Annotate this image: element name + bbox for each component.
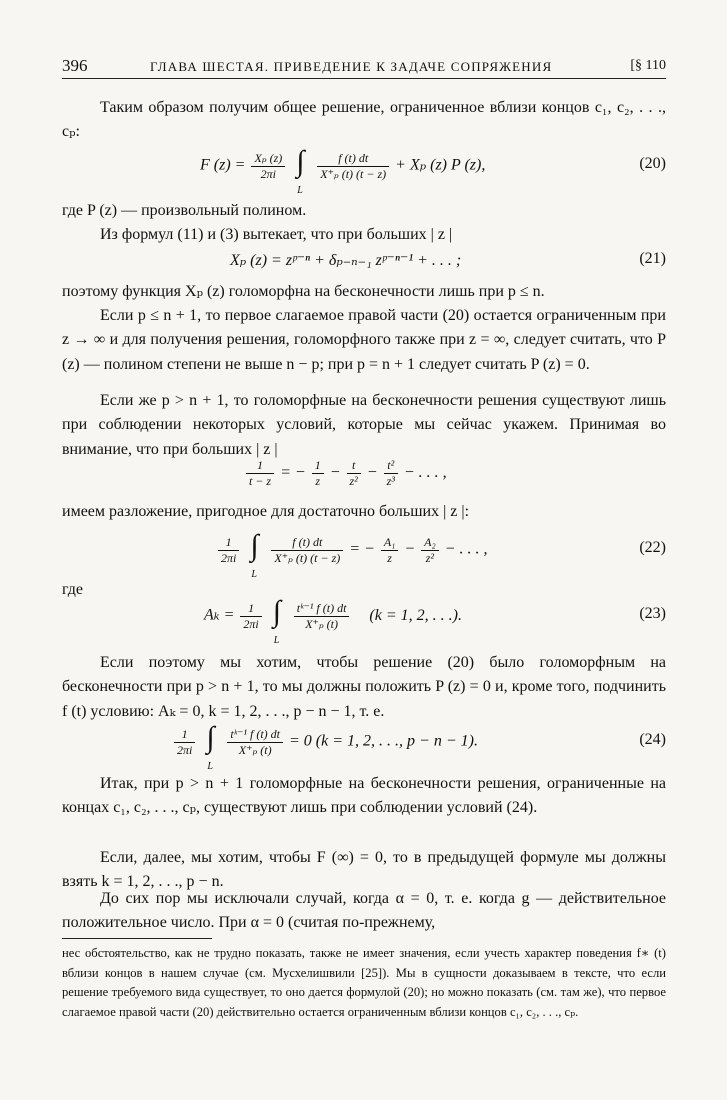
expansion-body — [244, 458, 447, 489]
equation-20-body — [200, 145, 486, 196]
eq23-c-den: 2πi — [243, 616, 259, 631]
eq22-a2 — [421, 535, 439, 566]
eq20-int-num: f (t) dt — [317, 151, 389, 167]
eq20-int-den: X⁺ₚ (t) (t − z) — [320, 166, 387, 181]
footnote: нес обстоятельство, как не трудно показать, также не имеет значения, если учесть характер поведения f∗ (t) вблизи концов в нашем случае (см. Мусхелишвили [25]). Мы в сущности доказываем в тексте, что если решение требуемого вида существует, то оно дается формулой (20); но можно показать (см. там же), что первое слагаемое правой части (20) действительно остается ограниченным вблизи концов c₁, c₂, . . ., cₚ. — [62, 946, 666, 1019]
equation-number-21: (21) — [639, 250, 666, 267]
eq22-c-den: 2πi — [221, 550, 237, 565]
eq20-coefficient — [251, 151, 285, 182]
exp-f4-den: z³ — [386, 474, 395, 488]
integral-limit: L — [207, 761, 213, 772]
eq23-coefficient — [240, 601, 261, 632]
eq22-a1 — [381, 535, 399, 566]
paragraph-8: Если поэтому мы хотим, чтобы решение (20) было голоморфным на бесконечности при p > n + 1, то мы должны положить P (z) = 0 и, кроме того, подчинить f (t) условию: Aₖ = 0, k = 1, 2, . . ., p − n − 1, т. е. — [62, 654, 666, 720]
eq22-int-den: X⁺ₚ (t) (t − z) — [274, 550, 341, 565]
exp-f1-den: t − z — [249, 474, 272, 488]
integral-limit: L — [251, 569, 257, 580]
equation-number-23: (23) — [639, 605, 666, 622]
eq22-a2-den: z² — [425, 550, 435, 565]
equation-22 — [62, 529, 666, 580]
eq22-c-num: 1 — [218, 535, 239, 551]
exp-f3-num: t — [347, 458, 361, 474]
paragraph-3: Из формул (11) и (3) вытекает, что при больших | z | — [100, 226, 453, 243]
integral-sign: ∫ L — [272, 595, 281, 646]
eq22-a2-num: A₂ — [421, 535, 439, 551]
exp-eq: = − — [280, 464, 306, 482]
equation-24-body — [172, 721, 478, 772]
eq23-integrand — [294, 601, 350, 632]
equation-number-20: (20) — [639, 155, 666, 172]
exp-tail: − . . . , — [403, 464, 447, 482]
paragraph-4: поэтому функция Xₚ (z) голоморфна на бесконечности лишь при p ≤ n. — [62, 283, 545, 300]
integral-limit: L — [297, 185, 303, 196]
running-header — [62, 56, 666, 79]
eq23-lhs: Aₖ = — [204, 606, 235, 624]
exp-f1-num: 1 — [246, 458, 274, 474]
integral-sign: ∫ L — [296, 145, 305, 196]
eq24-c-den: 2πi — [177, 742, 193, 757]
eq22-integrand — [271, 535, 343, 566]
exp-frac-1 — [246, 458, 274, 489]
integral-sign: ∫ L — [250, 529, 259, 580]
equation-21-body: Xₚ (z) = zᵖ⁻ⁿ + δₚ₋ₙ₋₁ zᵖ⁻ⁿ⁻¹ + . . . ; — [230, 252, 462, 269]
exp-frac-2 — [312, 458, 324, 489]
eq22-tail: − . . . , — [444, 540, 488, 558]
paragraph-6: Если же p > n + 1, то голоморфные на бесконечности решения существуют лишь при соблюдении некоторых условий, которые мы сейчас укажем. Принимая во внимание, что при больших | z | — [62, 392, 666, 458]
eq22-coefficient — [218, 535, 239, 566]
eq24-int-den: X⁺ₚ (t) — [238, 742, 272, 757]
paragraph-5: Если p ≤ n + 1, то первое слагаемое правой части (20) остается ограниченным при z → ∞ и для получения решения, голоморфного также при z = ∞, следует считать, что P (z) — полином степени не выше n − p; при p = n + 1 следует считать P (z) = 0. — [62, 307, 666, 373]
eq24-c-num: 1 — [174, 727, 195, 743]
eq20-lhs: F (z) = — [200, 156, 246, 174]
eq20-coef-num: Xₚ (z) — [251, 151, 285, 167]
paragraph-7: имеем разложение, пригодное для достаточно больших | z |: — [62, 503, 470, 520]
exp-frac-3 — [347, 458, 361, 489]
eq22-minus: − — [404, 540, 416, 558]
exp-f2-num: 1 — [312, 458, 324, 474]
eq23-int-num: tᵏ⁻¹ f (t) dt — [294, 601, 350, 617]
section-number: [§ 110 — [630, 58, 666, 73]
eq24-coefficient — [174, 727, 195, 758]
paragraph-11: До сих пор мы исключали случай, когда α = 0, т. е. когда g — действительное положительное число. При α = 0 (считая по-прежнему, — [62, 890, 666, 932]
paragraph-9: Итак, при p > n + 1 голоморфные на бесконечности решения, ограниченные на концах c₁, c₂, . . ., cₚ, существуют лишь при соблюдении условий (24). — [62, 775, 666, 817]
equation-expansion — [62, 458, 666, 498]
paragraph-2: где P (z) — произвольный полином. — [62, 202, 307, 219]
eq22-mid: = − — [349, 540, 375, 558]
eq20-rhs: + Xₚ (z) P (z), — [395, 156, 486, 174]
eq22-int-num: f (t) dt — [271, 535, 343, 551]
equation-number-24: (24) — [639, 731, 666, 748]
integral-sign: ∫ L — [206, 721, 215, 772]
eq24-integrand — [227, 727, 283, 758]
equation-23-body — [204, 595, 462, 646]
exp-minus-1: − — [329, 464, 341, 482]
eq22-a1-den: z — [387, 550, 392, 565]
eq23-int-den: X⁺ₚ (t) — [305, 616, 338, 631]
equation-number-22: (22) — [639, 539, 666, 556]
page-number: 396 — [62, 56, 88, 75]
where-label: где — [62, 581, 84, 598]
exp-f3-den: z² — [349, 474, 358, 488]
eq20-coef-den: 2πi — [260, 166, 277, 181]
equation-21 — [62, 248, 666, 274]
eq24-int-num: tᵏ⁻¹ f (t) dt — [227, 727, 283, 743]
equation-23 — [62, 595, 666, 646]
eq22-a1-num: A₁ — [381, 535, 399, 551]
paragraph-10: Если, далее, мы хотим, чтобы F (∞) = 0, то в предыдущей формуле мы должны взять k = 1, 2, . . ., p − n. — [62, 849, 666, 891]
footnote-divider — [62, 938, 212, 939]
exp-minus-2: − — [366, 464, 378, 482]
equation-22-body — [216, 529, 488, 580]
eq23-condition: (k = 1, 2, . . .). — [369, 606, 462, 624]
exp-f4-num: t² — [384, 458, 398, 474]
equation-20 — [62, 145, 666, 196]
eq20-integrand — [317, 151, 389, 182]
equation-24 — [62, 721, 666, 772]
chapter-title: ГЛАВА ШЕСТАЯ. ПРИВЕДЕНИЕ К ЗАДАЧЕ СОПРЯЖЕНИЯ — [150, 59, 553, 74]
exp-frac-4 — [384, 458, 398, 489]
integral-limit: L — [273, 635, 280, 646]
eq24-condition: = 0 (k = 1, 2, . . ., p − n − 1). — [289, 732, 478, 750]
paragraph-1: Таким образом получим общее решение, ограниченное вблизи концов c₁, c₂, . . ., cₚ: — [62, 99, 666, 141]
exp-f2-den: z — [315, 474, 321, 488]
eq23-c-num: 1 — [240, 601, 261, 617]
